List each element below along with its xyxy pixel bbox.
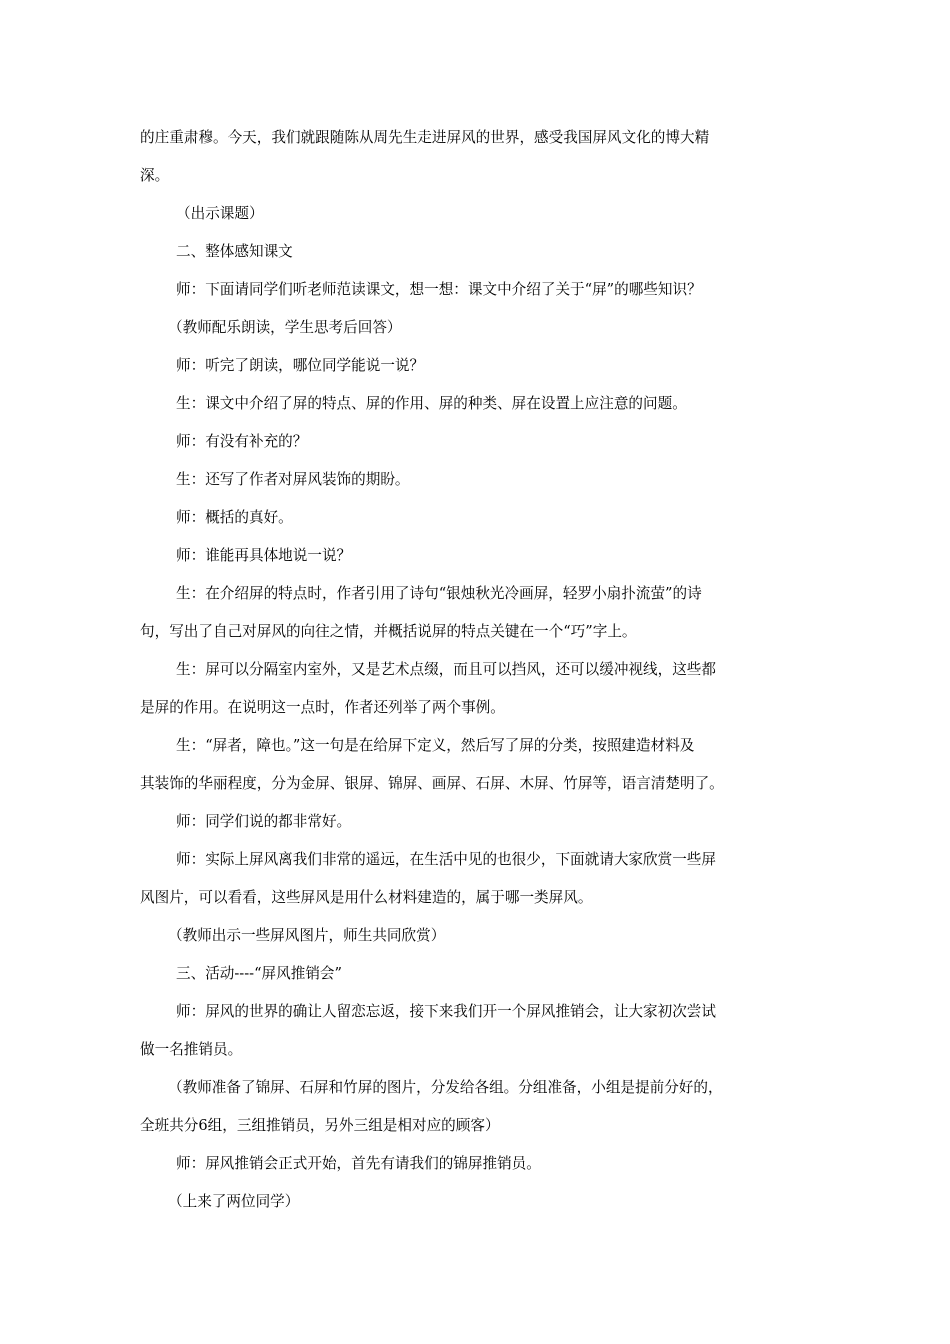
section-heading: 二、整体感知课文: [176, 243, 293, 260]
text-line: （出示课题）: [176, 205, 264, 222]
text-line: 生：课文中介绍了屏的特点、屏的作用、屏的种类、屏在设置上应注意的问题。: [176, 395, 687, 412]
text-line: 深。: [140, 167, 170, 184]
paragraph-teacher-question: [140, 271, 810, 309]
text-line: 生：“屏者，障也。”这一句是在给屏下定义，然后写了屏的分类，按照建造材料及: [176, 737, 695, 754]
text-line: 的庄重肃穆。今天，我们就跟随陈从周先生走进屏风的世界，感受我国屏风文化的博大精: [140, 129, 710, 146]
paragraph-stage-direction: [140, 1069, 810, 1145]
text-line: （教师出示一些屏风图片，师生共同欣赏）: [168, 927, 446, 944]
text-line: 句，写出了自己对屏风的向往之情，并概括说屏的特点关键在一个“巧”字上。: [140, 623, 637, 640]
text-line: 师：有没有补充的？: [176, 433, 308, 450]
paragraph-dialogue: [140, 993, 810, 1069]
text-line: 风图片，可以看看，这些屏风是用什么材料建造的，属于哪一类屏风。: [140, 889, 593, 906]
paragraph-dialogue: [140, 347, 810, 385]
section-heading-overall-perception: [140, 233, 810, 271]
paragraph-dialogue: [140, 385, 810, 423]
text-line: 生：屏可以分隔室内室外，又是艺术点缀，而且可以挡风，还可以缓冲视线，这些都: [176, 661, 716, 678]
text-line: 师：实际上屏风离我们非常的遥远，在生活中见的也很少，下面就请大家欣赏一些屏: [176, 851, 716, 868]
text-line: 师：听完了朗读，哪位同学能说一说？: [176, 357, 425, 374]
paragraph-dialogue: [140, 423, 810, 461]
text-line: 全班共分6组，三组推销员，另外三组是相对应的顾客）: [140, 1117, 500, 1134]
text-line: 师：同学们说的都非常好。: [176, 813, 352, 830]
text-line: 是屏的作用。在说明这一点时，作者还列举了两个事例。: [140, 699, 505, 716]
paragraph-dialogue: [140, 575, 810, 651]
paragraph-dialogue: [140, 1145, 810, 1183]
paragraph-dialogue: [140, 461, 810, 499]
text-line: 师：下面请同学们听老师范读课文，想一想：课文中介绍了关于“屏”的哪些知识？: [176, 281, 702, 298]
text-line: （上来了两位同学）: [168, 1193, 300, 1210]
text-line: 其装饰的华丽程度，分为金屏、银屏、锦屏、画屏、石屏、木屏、竹屏等，语言清楚明了。: [140, 775, 724, 792]
text-line: 师：屏风推销会正式开始，首先有请我们的锦屏推销员。: [176, 1155, 541, 1172]
text-line: 做一名推销员。: [140, 1041, 243, 1058]
paragraph-teacher-reading: [140, 309, 810, 347]
paragraph-dialogue: [140, 651, 810, 727]
paragraph-stage-direction: [140, 917, 810, 955]
section-heading-activity: [140, 955, 810, 993]
text-line: 生：在介绍屏的特点时，作者引用了诗句“银烛秋光冷画屏，轻罗小扇扑流萤”的诗: [176, 585, 702, 602]
text-line: （教师准备了锦屏、石屏和竹屏的图片，分发给各组。分组准备，小组是提前分好的，: [168, 1079, 723, 1096]
text-line: 师：屏风的世界的确让人留恋忘返，接下来我们开一个屏风推销会，让大家初次尝试: [176, 1003, 716, 1020]
paragraph-dialogue: [140, 841, 810, 917]
section-heading: 三、活动----“屏风推销会”: [176, 965, 342, 982]
text-line: 师：谁能再具体地说一说？: [176, 547, 352, 564]
text-line: 生：还写了作者对屏风装饰的期盼。: [176, 471, 410, 488]
paragraph-dialogue: [140, 537, 810, 575]
paragraph-dialogue: [140, 727, 810, 803]
paragraph-show-title: [140, 195, 810, 233]
paragraph-stage-direction: [140, 1183, 810, 1221]
paragraph-intro-continuation: [140, 119, 810, 195]
text-line: （教师配乐朗读，学生思考后回答）: [168, 319, 402, 336]
text-line: 师：概括的真好。: [176, 509, 293, 526]
paragraph-dialogue: [140, 499, 810, 537]
paragraph-dialogue: [140, 803, 810, 841]
